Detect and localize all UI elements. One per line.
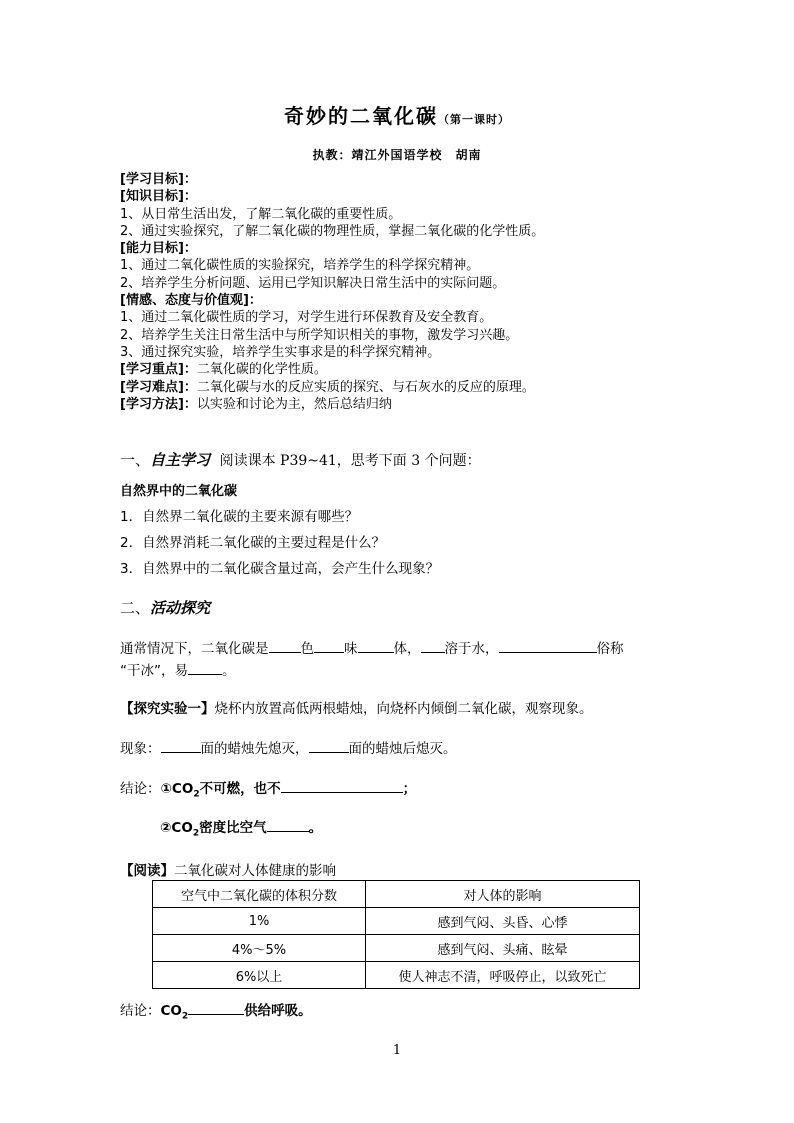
- key-point-label: [学习重点]：: [120, 362, 197, 378]
- blank-not-support[interactable]: [281, 779, 403, 793]
- blank-density[interactable]: [267, 818, 309, 832]
- blank-solid-name[interactable]: [499, 639, 597, 653]
- co2-health-table: [152, 880, 640, 989]
- subscript: 2: [181, 1011, 189, 1022]
- method-label: [学习方法]：: [120, 396, 197, 412]
- knowledge-goal: 1、从日常生活出发，了解二氧化碳的重要性质。: [120, 206, 402, 222]
- blank-first-candle[interactable]: [161, 739, 201, 753]
- section2-heading: [120, 597, 210, 618]
- experiment1-label: 【探究实验一】: [120, 701, 215, 717]
- method-text: 以实验和讨论为主，然后总结归纳: [196, 396, 392, 412]
- ability-goals-heading: [能力目标]：: [120, 241, 197, 257]
- goals-block: [120, 171, 700, 413]
- subscript: 2: [192, 828, 200, 839]
- table-cell: 4%～5%: [153, 935, 366, 962]
- table-header-cell: 空气中二氧化碳的体积分数: [153, 881, 366, 908]
- blank-sublimate[interactable]: [188, 661, 222, 675]
- emotion-goal: 3、通过探究实验，培养学生实事求是的科学探究精神。: [120, 344, 441, 360]
- reading-heading: [120, 859, 336, 879]
- section1-desc: 阅读课本 P39~41，思考下面 3 个问题：: [219, 453, 481, 469]
- fill-text: 面的蜡烛先熄灭，: [200, 741, 309, 757]
- title-sub: （第一课时）: [438, 113, 510, 126]
- blank-solubility[interactable]: [421, 639, 445, 653]
- blank-second-candle[interactable]: [309, 739, 349, 753]
- fill-text: “干冰”，易: [120, 663, 188, 679]
- question-item: 1．自然界二氧化碳的主要来源有哪些？: [120, 509, 359, 525]
- table-cell: 感到气闷、头昏、心悸: [366, 908, 640, 935]
- property-fill-line-2: [120, 659, 236, 679]
- method-line: [120, 396, 700, 413]
- fill-text: 密度比空气: [199, 820, 267, 836]
- section2-number: 二、: [120, 599, 151, 617]
- section1-heading: [120, 449, 481, 470]
- difficult-point-label: [学习难点]：: [120, 379, 197, 395]
- fill-text: ②CO: [160, 820, 193, 836]
- fill-text: 溶于水，: [444, 641, 499, 657]
- section1-number: 一、: [120, 451, 151, 469]
- knowledge-goals-heading: [知识目标]：: [120, 189, 197, 205]
- table-row: [153, 935, 640, 962]
- fill-text: 体，: [393, 641, 421, 657]
- table-row: [153, 908, 640, 935]
- reading-label: 【阅读】: [120, 863, 174, 879]
- blank-breathing[interactable]: [188, 1001, 244, 1015]
- difficult-point-text: 二氧化碳与水的反应实质的探究、与石灰水的反应的原理。: [196, 379, 535, 395]
- fill-text: 。: [222, 663, 236, 679]
- emotion-goal: 2、培养学生关注日常生活中与所学知识相关的事物，激发学习兴趣。: [120, 327, 519, 343]
- reading-conclusion-line: [120, 999, 312, 1022]
- table-cell: 6%以上: [153, 962, 366, 989]
- fill-text: CO: [160, 1003, 182, 1019]
- fill-text: 现象：: [120, 741, 161, 757]
- question-item: 3．自然界中的二氧化碳含量过高，会产生什么现象？: [120, 561, 440, 577]
- observation-line: [120, 737, 457, 757]
- blank-smell[interactable]: [314, 639, 344, 653]
- property-fill-line: [120, 637, 624, 657]
- emotion-goal: 1、通过二氧化碳性质的学习，对学生进行环保教育及安全教育。: [120, 310, 493, 326]
- page-title: [0, 100, 794, 129]
- learning-goals-heading: [学习目标]：: [120, 172, 197, 187]
- ability-goal: 2、培养学生分析问题、运用已学知识解决日常生活中的实际问题。: [120, 275, 506, 291]
- subscript: 2: [193, 789, 200, 800]
- table-header-cell: 对人体的影响: [366, 881, 640, 908]
- section1-subtitle: 自然界中的二氧化碳: [120, 484, 238, 499]
- blank-color[interactable]: [269, 639, 301, 653]
- experiment1-line: [120, 697, 593, 717]
- fill-text: 通常情况下，二氧化碳是: [120, 641, 269, 657]
- key-point-text: 二氧化碳的化学性质。: [196, 362, 327, 378]
- fill-text: 面的蜡烛后熄灭。: [348, 741, 457, 757]
- fill-text: ①CO: [160, 781, 194, 797]
- blank-state[interactable]: [358, 639, 394, 653]
- fill-text: 不可燃，也不: [199, 781, 281, 797]
- author-line: 执教：靖江外国语学校 胡南: [312, 148, 482, 162]
- fill-text: 结论：: [120, 1003, 161, 1019]
- table-row: [153, 962, 640, 989]
- fill-text: 结论：: [120, 781, 161, 797]
- table-cell: 感到气闷、头痛、眩晕: [366, 935, 640, 962]
- fill-text: 供给呼吸。: [244, 1003, 312, 1019]
- fill-text: 。: [308, 820, 323, 836]
- emotion-goals-heading: [情感、态度与价值观]：: [120, 293, 262, 309]
- table-header-row: [153, 881, 640, 908]
- section1-title: 自主学习: [150, 451, 211, 469]
- difficult-point-line: [120, 379, 700, 396]
- section2-title: 活动探究: [150, 599, 211, 617]
- question-item: 2．自然界消耗二氧化碳的主要过程是什么？: [120, 535, 386, 551]
- title-main: 奇妙的二氧化碳: [284, 104, 438, 128]
- fill-text: 味: [344, 641, 358, 657]
- fill-text: 俗称: [596, 641, 624, 657]
- table-cell: 1%: [153, 908, 366, 935]
- ability-goal: 1、通过二氧化碳性质的实验探究，培养学生的科学探究精神。: [120, 258, 480, 274]
- knowledge-goal: 2、通过实验探究，了解二氧化碳的物理性质，掌握二氧化碳的化学性质。: [120, 223, 545, 239]
- conclusion1-line: [120, 777, 416, 800]
- page-number: 1: [392, 1043, 402, 1058]
- fill-text: ；: [402, 781, 417, 797]
- fill-text: 色: [300, 641, 314, 657]
- experiment1-text: 烧杯内放置高低两根蜡烛，向烧杯内倾倒二氧化碳，观察现象。: [214, 701, 593, 717]
- key-point-line: [120, 361, 700, 378]
- reading-text: 二氧化碳对人体健康的影响: [174, 863, 336, 879]
- table-cell: 使人神志不清，呼吸停止，以致死亡: [366, 962, 640, 989]
- conclusion2-line: [160, 816, 322, 839]
